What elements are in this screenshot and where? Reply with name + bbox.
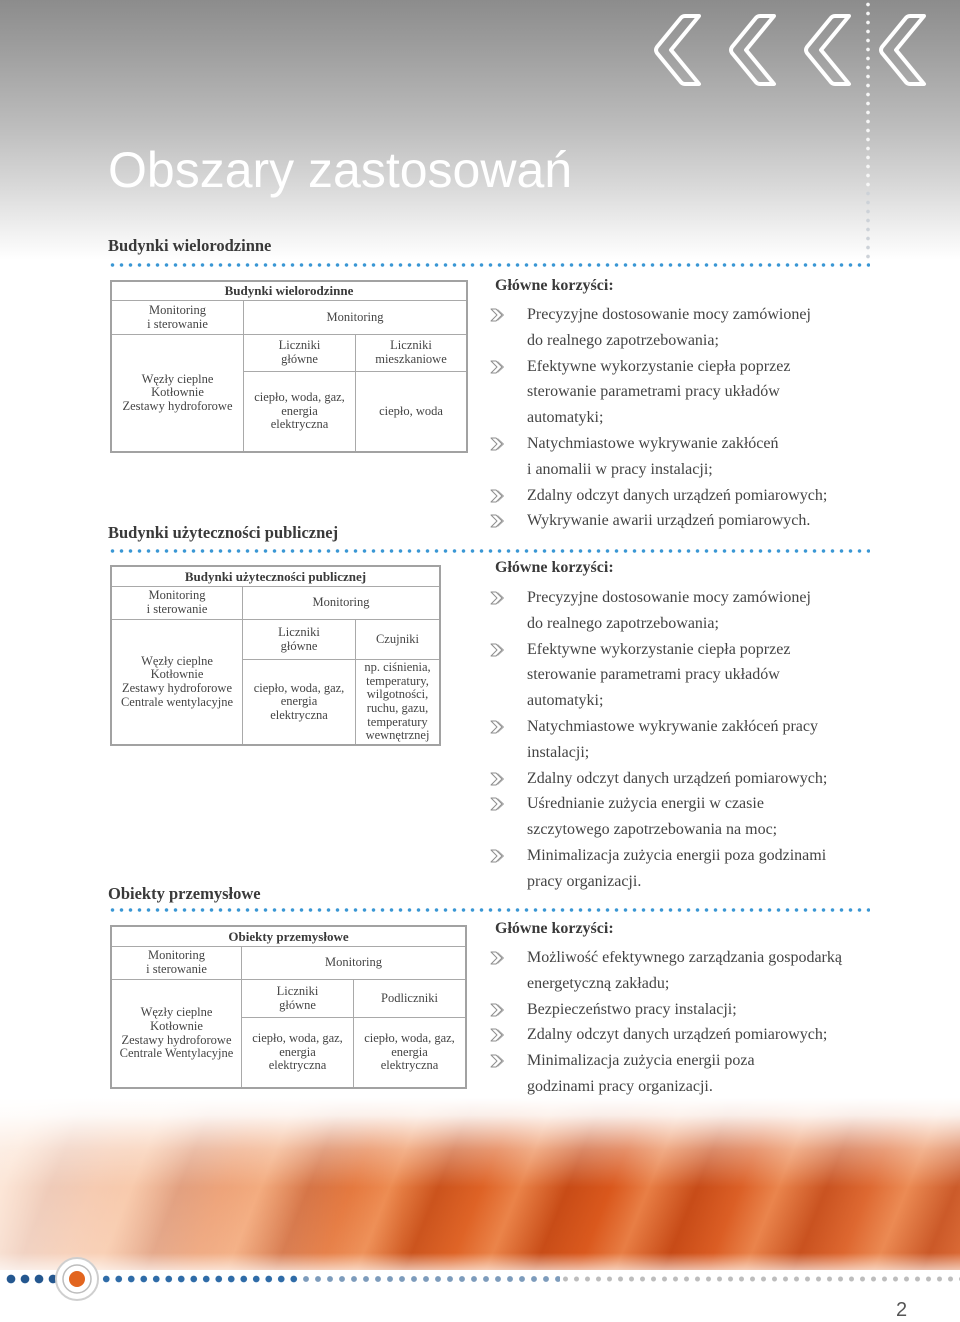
benefit-text: Minimalizacja zużycia energii poza godzinami pracy organizacji. <box>527 1052 755 1095</box>
double-chevron-right-icon <box>490 591 508 605</box>
cell-devices: Węzły cieplne Kotłownie Zestawy hydroforowe <box>112 335 244 451</box>
cell-submeters: Podliczniki <box>354 980 465 1018</box>
page-title: Obszary zastosowań <box>108 142 573 198</box>
section-divider <box>108 549 870 553</box>
benefits-heading: Główne korzyści: <box>495 559 614 576</box>
cell-meter-type-2: Liczniki mieszkaniowe <box>356 335 466 372</box>
double-chevron-right-icon <box>490 849 508 863</box>
benefit-item <box>490 714 950 766</box>
benefit-item <box>490 508 950 534</box>
double-chevron-right-icon <box>490 720 508 734</box>
benefit-text: Możliwość efektywnego zarządzania gospodarką energetyczną zakładu; <box>527 949 842 992</box>
cell-media-2: ciepło, woda <box>379 403 443 418</box>
double-chevron-right-icon <box>490 797 508 811</box>
cell-media-1: ciepło, woda, gaz, energia elektryczna <box>242 1018 354 1087</box>
table-header: Budynki użyteczności publicznej <box>112 567 439 587</box>
footer-dots <box>4 1273 60 1285</box>
benefit-text: Natychmiastowe wykrywanie zakłóceń pracy instalacji; <box>527 717 818 761</box>
benefit-text: Wykrywanie awarii urządzeń pomiarowych. <box>527 512 811 530</box>
benefits-heading: Główne korzyści: <box>495 920 614 937</box>
double-chevron-right-icon <box>490 308 508 322</box>
double-chevron-right-icon <box>490 514 508 528</box>
benefit-text: Uśrednianie zużycia energii w czasie szczytowego zapotrzebowania na moc; <box>527 795 778 839</box>
benefit-text: Precyzyjne dostosowanie mocy zamówionej do realnego zapotrzebowania; <box>527 306 811 349</box>
footer-dots <box>300 1275 560 1283</box>
vertical-dotted-line <box>866 189 870 261</box>
cell-monitoring-and-control: Monitoring i sterowanie <box>112 947 242 980</box>
benefit-text: Natychmiastowe wykrywanie zakłóceń i anomalii w pracy instalacji; <box>527 434 779 478</box>
double-chevron-right-icon <box>490 1054 508 1068</box>
section-heading-obiekty-przemyslowe: Obiekty przemysłowe <box>108 884 261 903</box>
benefit-text: Minimalizacja zużycia energii poza godzinami pracy organizacji. <box>527 846 827 890</box>
table-budynki-wielorodzinne <box>110 280 468 453</box>
benefit-item <box>490 791 950 843</box>
cell-meter-type-1: Liczniki główne <box>244 335 356 372</box>
chevron-left-icon <box>731 16 774 84</box>
chevron-left-icon <box>656 16 699 84</box>
double-chevron-right-icon <box>490 437 508 451</box>
benefit-item <box>490 637 950 714</box>
chevron-left-icon <box>806 16 849 84</box>
benefit-text: Efektywne wykorzystanie ciepła poprzez sterowanie parametrami pracy układów automatyki; <box>527 357 791 427</box>
header-chevron-decoration <box>648 6 938 90</box>
benefit-item <box>490 302 950 354</box>
cell-monitoring: Monitoring <box>243 587 439 620</box>
benefit-item <box>490 766 950 792</box>
chevron-left-icon <box>881 16 924 84</box>
benefit-item <box>490 945 950 997</box>
footer-dots <box>100 1274 300 1284</box>
double-chevron-right-icon <box>490 489 508 503</box>
benefit-text: Bezpieczeństwo pracy instalacji; <box>527 1000 737 1018</box>
benefit-text: Zdalny odczyt danych urządzeń pomiarowych; <box>527 1026 828 1044</box>
cell-meter-type-1: Liczniki główne <box>242 980 354 1018</box>
benefit-item <box>490 1048 950 1100</box>
cell-sensors: Czujniki <box>356 620 439 660</box>
benefit-text: Zdalny odczyt danych urządzeń pomiarowych; <box>527 769 828 787</box>
cell-sensor-parameters: np. ciśnienia, temperatury, wilgotności, ruchu, gazu, temperatury wewnętrznej <box>364 660 431 743</box>
cell-media-1: ciepło, woda, gaz, energia elektryczna <box>243 660 356 744</box>
benefit-item <box>490 997 950 1023</box>
table-header: Obiekty przemysłowe <box>112 927 465 947</box>
footer-dots <box>560 1275 960 1283</box>
orange-fabric-image <box>0 1098 960 1270</box>
double-chevron-right-icon <box>490 643 508 657</box>
benefit-item <box>490 585 950 637</box>
benefits-list <box>490 302 950 534</box>
double-chevron-right-icon <box>490 951 508 965</box>
concentric-circle-icon <box>53 1255 101 1303</box>
section-divider <box>108 908 870 912</box>
double-chevron-right-icon <box>490 772 508 786</box>
double-chevron-right-icon <box>490 1028 508 1042</box>
table-budynki-uzytecznosci-publicznej <box>110 565 441 746</box>
benefit-item <box>490 431 950 483</box>
benefit-item <box>490 1022 950 1048</box>
benefits-heading: Główne korzyści: <box>495 277 614 294</box>
benefit-item <box>490 354 950 431</box>
benefit-text: Zdalny odczyt danych urządzeń pomiarowych; <box>527 486 828 504</box>
benefits-list <box>490 945 950 1100</box>
cell-monitoring-and-control: Monitoring i sterowanie <box>112 587 243 620</box>
section-divider <box>108 263 870 267</box>
benefit-text: Efektywne wykorzystanie ciepła poprzez sterowanie parametrami pracy układów automatyki; <box>527 640 791 710</box>
table-obiekty-przemyslowe <box>110 925 467 1089</box>
cell-media-1: ciepło, woda, gaz, energia elektryczna <box>244 372 356 451</box>
cell-monitoring-and-control: Monitoring i sterowanie <box>112 301 244 335</box>
benefit-item <box>490 843 950 895</box>
cell-monitoring: Monitoring <box>244 301 466 335</box>
cell-monitoring: Monitoring <box>242 947 465 980</box>
cell-devices: Węzły cieplne Kotłownie Zestawy hydroforowe Centrale wentylacyjne <box>112 620 243 744</box>
section-heading-budynki-wielorodzinne: Budynki wielorodzinne <box>108 236 272 255</box>
double-chevron-right-icon <box>490 360 508 374</box>
benefit-item <box>490 483 950 509</box>
double-chevron-right-icon <box>490 1003 508 1017</box>
cell-media-2: ciepło, woda, gaz, energia elektryczna <box>364 1031 455 1073</box>
benefit-text: Precyzyjne dostosowanie mocy zamówionej do realnego zapotrzebowania; <box>527 589 811 632</box>
table-header: Budynki wielorodzinne <box>112 282 466 301</box>
section-heading-budynki-uzytecznosci-publicznej: Budynki użyteczności publicznej <box>108 523 339 542</box>
cell-devices: Węzły cieplne Kotłownie Zestawy hydroforowe Centrale Wentylacyjne <box>112 980 242 1087</box>
page-number: 2 <box>896 1299 908 1321</box>
cell-meter-type-1: Liczniki główne <box>243 620 356 660</box>
benefits-list <box>490 585 950 895</box>
